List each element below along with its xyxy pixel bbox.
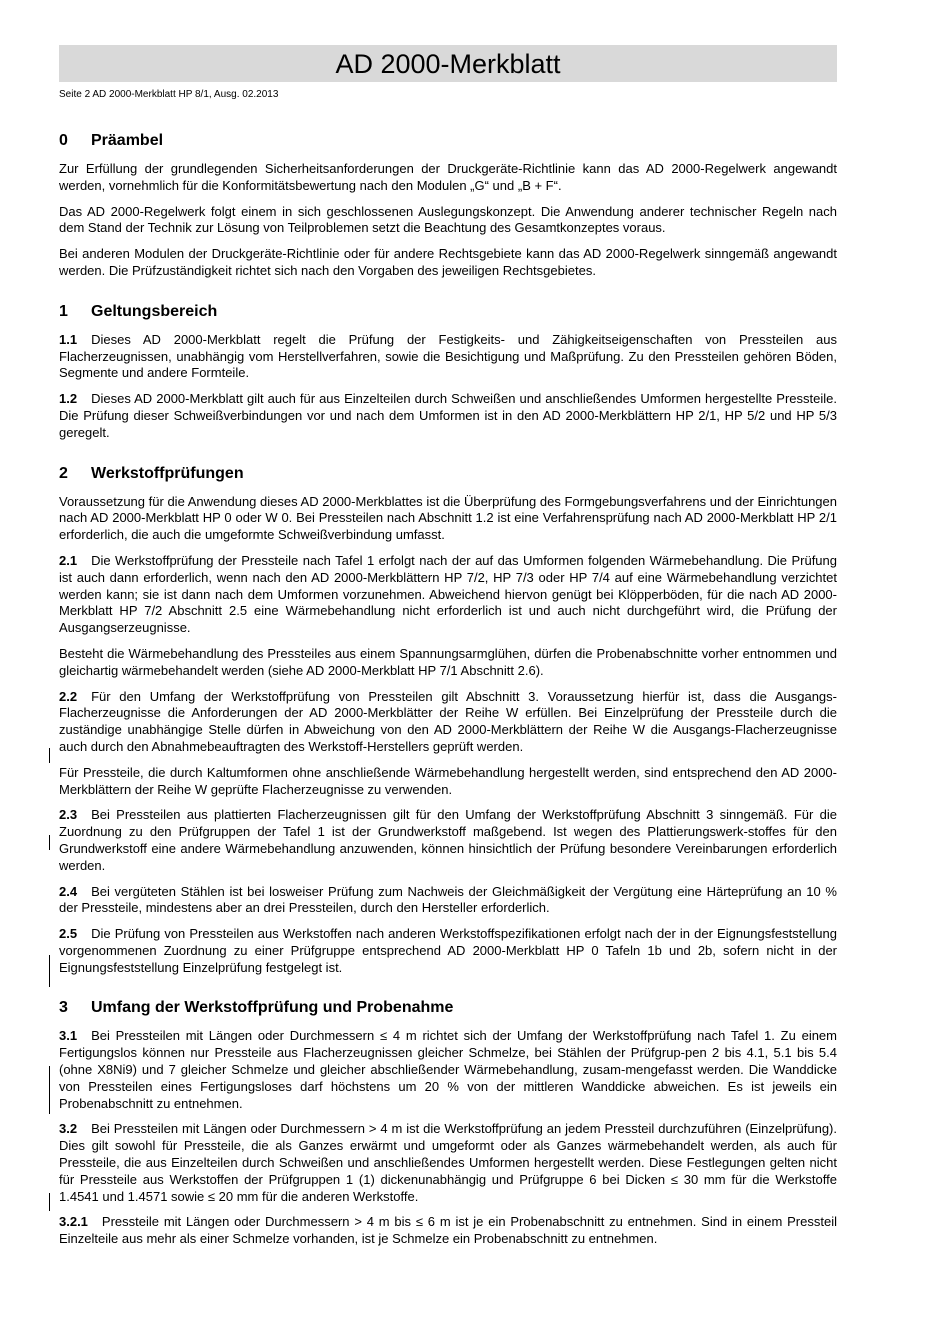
paragraph: 1.2 Dieses AD 2000-Merkblatt gilt auch für aus Einzelteilen durch Schweißen und anschließendes Umformen hergestellte Pressteile. Die Prüfung dieser Schweißverbindungen vor und nach dem Umformen ist in den AD 2000-Merkblättern HP 2/1, HP 5/2 und HP 5/3 geregelt. — [59, 391, 837, 440]
paragraph: 2.3 Bei Pressteilen aus plattierten Flacherzeugnissen gilt für den Umfang der Werkstoffprüfung Abschnitt 3 sinngemäß. Für die Zuordnung zu den Prüfgruppen der Tafel 1 ist der Grundwerkstoff maßgebend. Ist wegen des Plattierungswerk-stoffes für den Grundwerkstoff eine andere Wärmebehandlung anzuwenden, können hinsichtlich der Prüfung besondere Vereinbarungen erforderlich werden. — [59, 807, 837, 873]
section-2 — [59, 464, 837, 977]
section-heading: 3 Umfang der Werkstoffprüfung und Probenahme — [59, 999, 454, 1017]
paragraph: Voraussetzung für die Anwendung dieses AD 2000-Merkblattes ist die Überprüfung des Formgebungsverfahrens und der Einrichtungen nach AD 2000-Merkblatt HP 0 oder W 0. Bei Pressteilen nach Abschnitt 1.2 ist eine Verfahrensprüfung nach AD 2000-Merkblatt HP 2/1 erforderlich, die auch die umgeformte Schweißverbindung umfasst. — [59, 493, 837, 543]
paragraph: Für Pressteile, die durch Kaltumformen ohne anschließende Wärmebehandlung hergestellt werden, sind entsprechend den AD 2000-Merkblättern der Reihe W geprüfte Flacherzeugnisse zu verwenden. — [59, 764, 837, 797]
change-bar — [49, 835, 50, 850]
section-heading: 0 Präambel — [59, 132, 164, 149]
change-bar — [49, 748, 50, 763]
paragraph: Das AD 2000-Regelwerk folgt einem in sich geschlossenen Auslegungskonzept. Die Anwendung anderer technischer Regeln nach dem Stand der Technik zur Lösung von Teilproblemen setzt die Beachtung des Gesamtkonzeptes voraus. — [59, 203, 837, 236]
paragraph: 3.2 Bei Pressteilen mit Längen oder Durchmessern > 4 m ist die Werkstoffprüfung an jedem Pressteil durchzuführen (Einzelprüfung). Dies gilt sowohl für Pressteile, die als Ganzes erwärmt und umgeformt oder als Ganzes wärmebehandelt werden, als auch für Pressteile, die aus Einzelteilen durch Schweißen und anschließendes Umformen hergestellt werden. Diese Festlegungen gelten nicht für Pressteile aus Werkstoffen der Prüfgruppen 1 (1) dickenunabhängig und Prüfgruppe 6 bei Dicken ≤ 30 mm für die Werkstoffe 1.4541 und 1.4571 sowie ≤ 20 mm für die anderen Werkstoffe. — [59, 1121, 837, 1204]
section-1 — [59, 302, 837, 442]
paragraph: 2.2 Für den Umfang der Werkstoffprüfung von Pressteilen gilt Abschnitt 3. Voraussetzung hierfür ist, dass die Ausgangs-Flacherzeugnisse die Anforderungen der AD 2000-Merkblätter der Reihe W erfüllen. Bei Einzelprüfung der Pressteile durch die zuständige unabhängige Stelle dürfen in Abweichung von den AD 2000-Merkblättern der Reihe W die Ausgangs-Flacherzeugnisse auch durch den Abnahmebeauftragten des Werkstoff-Herstellers geprüft werden. — [59, 688, 837, 754]
section-heading: 1 Geltungsbereich — [59, 302, 218, 320]
paragraph: Besteht die Wärmebehandlung des Pressteiles aus einem Spannungsarmglühen, dürfen die Probenabschnitte vorher entnommen und gleichartig wärmebehandelt werden (siehe AD 2000-Merkblatt HP 7/1 Abschnitt 2.6). — [59, 645, 837, 678]
page-subheader: Seite 2 AD 2000-Merkblatt HP 8/1, Ausg. 02.2013 — [59, 89, 279, 100]
paragraph: 3.1 Bei Pressteilen mit Längen oder Durchmessern ≤ 4 m richtet sich der Umfang der Werkstoffprüfung nach Tafel 1. Zu einem Fertigungslos können nur Pressteile aus Flacherzeugnissen gleicher Schmelze, bei Stählen der Prüfgrup-pen 2 bis 4.1, 5.1 bis 5.4 (ohne X8Ni9) und 7 gleicher Schmelze und gleicher abschließender Wärmebehandlung, zusam-mengefasst werden. Die Wanddicke von Pressteilen eines Fertigungsloses darf höchstens um 20 % von der mittleren Wanddicke abweichen. Es ist jeweils ein Probenabschnitt zu entnehmen. — [59, 1028, 837, 1111]
paragraph: 3.2.1 Pressteile mit Längen oder Durchmessern > 4 m bis ≤ 6 m ist je ein Probenabschnitt zu entnehmen. Sind in einem Pressteil Einzelteile aus mehr als einer Schmelze vorhanden, ist je Schmelze ein Probenabschnitt zu entnehmen. — [59, 1214, 837, 1247]
document-title-bar — [59, 45, 837, 82]
document-body — [59, 131, 837, 1270]
paragraph: 2.4 Bei vergüteten Stählen ist bei losweiser Prüfung zum Nachweis der Gleichmäßigkeit der Vergütung eine Härteprüfung an 10 % der Pressteile, mindestens aber an drei Pressteilen, durch den Hersteller erforderlich. — [59, 883, 837, 916]
change-bar — [49, 1066, 50, 1114]
document-title: AD 2000-Merkblatt — [335, 49, 561, 79]
paragraph: 2.5 Die Prüfung von Pressteilen aus Werkstoffen nach anderen Werkstoffspezifikationen erfolgt nach der in der Eignungsfeststellung vorgenommenen Zuordnung zu einer Prüfgruppe entsprechend AD 2000-Merkblatt HP 0 Tafeln 1b und 2b, sofern nicht in der Eignungsfeststellung Einzelprüfung festgelegt ist. — [59, 926, 837, 975]
change-bar — [49, 955, 50, 987]
change-bar — [49, 1193, 50, 1211]
paragraph: 2.1 Die Werkstoffprüfung der Pressteile nach Tafel 1 erfolgt nach der auf das Umformen folgenden Wärmebehandlung. Die Prüfung ist auch dann erforderlich, wenn nach den AD 2000-Merkblättern HP 7/2, HP 7/3 oder HP 7/4 auf eine Wärmebehandlung verzichtet werden kann; sie ist dann nach dem Umformen vorzunehmen. Abweichend hiervon genügt bei Klöpperböden, für die nach AD 2000-Merkblatt HP 7/2 Abschnitt 2.5 eine Wärmebehandlung nicht erforderlich ist und auch nicht durchgeführt wird, die Prüfung der Ausgangserzeugnisse. — [59, 552, 837, 636]
paragraph: Zur Erfüllung der grundlegenden Sicherheitsanforderungen der Druckgeräte-Richtlinie kann das AD 2000-Regelwerk angewandt werden, vornehmlich für die Konformitätsbewertung nach den Modulen „G“ und „B + F“. — [59, 161, 837, 193]
section-0 — [59, 131, 837, 280]
paragraph: Bei anderen Modulen der Druckgeräte-Richtlinie oder für andere Rechtsgebiete kann das AD 2000-Regelwerk sinngemäß angewandt werden. Die Prüfzuständigkeit richtet sich nach den Vorgaben des jeweiligen Rechtsgebietes. — [59, 246, 837, 278]
section-heading: 2 Werkstoffprüfungen — [59, 464, 244, 482]
section-3 — [59, 998, 837, 1248]
paragraph: 1.1 Dieses AD 2000-Merkblatt regelt die Prüfung der Festigkeits- und Zähigkeitseigenschaften von Pressteilen aus Flacherzeugnissen, unabhängig vom Herstellverfahren, sowie die Besichtigung und Maßprüfung. Zu den Pressteilen gehören Böden, Segmente und andere Formteile. — [59, 331, 837, 381]
